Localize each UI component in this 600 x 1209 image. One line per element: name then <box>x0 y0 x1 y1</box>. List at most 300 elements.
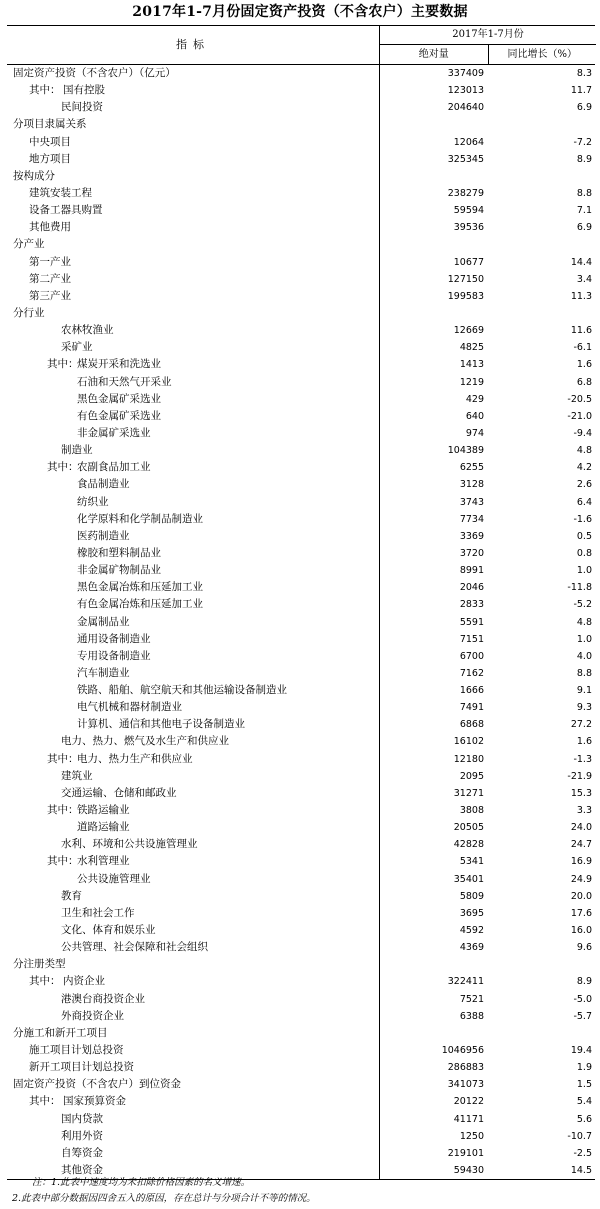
row-label: 化学原料和化学制品制造业 <box>77 512 203 525</box>
row-indicator <box>7 236 380 253</box>
row-prefix: 其中： <box>47 855 79 868</box>
table-row <box>7 905 595 922</box>
table-row <box>7 768 595 785</box>
row-growth: -7.2 <box>573 136 592 148</box>
row-label: 第二产业 <box>29 272 71 285</box>
row-label: 煤炭开采和洗选业 <box>77 358 161 371</box>
row-label: 水利管理业 <box>77 855 130 868</box>
table-row <box>7 665 595 682</box>
table-row <box>7 802 595 819</box>
row-absolute: 42828 <box>453 839 484 851</box>
row-growth: 3.4 <box>576 273 592 285</box>
row-growth: 24.9 <box>570 873 592 885</box>
row-label: 汽车制造业 <box>77 666 130 679</box>
row-indicator <box>7 1059 380 1076</box>
row-indicator <box>7 802 380 819</box>
row-label: 电气机械和器材制造业 <box>77 701 182 714</box>
row-growth: 14.5 <box>570 1165 592 1176</box>
row-prefix: 其中： <box>29 1095 61 1108</box>
table-row <box>7 716 595 733</box>
row-indicator <box>7 116 380 133</box>
row-absolute: 4592 <box>459 925 484 937</box>
row-indicator <box>7 374 380 391</box>
row-label: 电力、热力生产和供应业 <box>77 752 193 765</box>
table-row <box>7 733 595 750</box>
row-growth: 8.9 <box>576 976 592 988</box>
row-absolute: 1046956 <box>441 1045 484 1057</box>
row-indicator <box>7 511 380 528</box>
table-row <box>7 511 595 528</box>
row-indicator <box>7 1008 380 1025</box>
row-absolute: 6255 <box>459 462 484 474</box>
row-growth: 0.8 <box>576 547 592 559</box>
row-absolute: 286883 <box>447 1062 484 1074</box>
row-growth: 1.6 <box>576 736 592 748</box>
row-absolute: 3695 <box>459 907 484 919</box>
header-indicator: 指标 <box>176 38 210 51</box>
table-row <box>7 1128 595 1145</box>
row-growth: 9.3 <box>576 702 592 714</box>
row-absolute: 3808 <box>459 805 484 817</box>
row-absolute: 1250 <box>459 1130 484 1142</box>
table-row <box>7 853 595 870</box>
row-label: 黑色金属矿采选业 <box>77 392 161 405</box>
row-label: 医药制造业 <box>77 529 130 542</box>
row-growth: 6.9 <box>576 102 592 114</box>
row-label: 通用设备制造业 <box>77 632 151 645</box>
row-absolute: 429 <box>465 393 484 405</box>
row-indicator <box>7 579 380 596</box>
row-absolute: 337409 <box>447 68 484 79</box>
row-absolute: 41171 <box>453 1113 484 1125</box>
row-label: 教育 <box>61 889 82 902</box>
row-growth: 8.3 <box>576 68 592 79</box>
row-growth: 9.6 <box>576 942 592 954</box>
row-label: 分项目隶属关系 <box>13 118 87 131</box>
table-row <box>7 151 595 168</box>
table-row <box>7 476 595 493</box>
table-row <box>7 305 595 322</box>
row-indicator <box>7 1145 380 1162</box>
row-label: 中央项目 <box>29 135 71 148</box>
row-growth: -11.8 <box>567 582 592 594</box>
row-indicator <box>7 939 380 956</box>
table-row <box>7 596 595 613</box>
table-row <box>7 219 595 236</box>
row-indicator <box>7 905 380 922</box>
table-row <box>7 1008 595 1025</box>
row-label: 交通运输、仓储和邮政业 <box>61 786 177 799</box>
row-label: 制造业 <box>61 444 93 457</box>
row-absolute: 1413 <box>459 359 484 371</box>
row-indicator <box>7 1093 380 1110</box>
table-row <box>7 202 595 219</box>
header-growth: 同比增长（%） <box>488 45 597 64</box>
row-indicator <box>7 871 380 888</box>
table-row <box>7 991 595 1008</box>
row-absolute: 59594 <box>453 205 484 217</box>
table-row <box>7 1093 595 1110</box>
row-absolute: 10677 <box>453 256 484 268</box>
table-row <box>7 922 595 939</box>
row-growth: 6.8 <box>576 376 592 388</box>
row-label: 第三产业 <box>29 289 71 302</box>
page-title: 2017年1-7月份固定资产投资（不含农户）主要数据 <box>132 4 468 20</box>
header-absolute: 绝对量 <box>418 49 449 60</box>
row-absolute: 1666 <box>459 685 484 697</box>
row-growth: 2.6 <box>576 479 592 491</box>
row-growth: 4.2 <box>576 462 592 474</box>
row-label: 非金属矿采选业 <box>77 426 151 439</box>
row-indicator <box>7 733 380 750</box>
row-indicator <box>7 305 380 322</box>
table-row <box>7 579 595 596</box>
row-absolute: 2046 <box>459 582 484 594</box>
row-label: 卫生和社会工作 <box>61 906 135 919</box>
row-growth: 7.1 <box>576 205 592 217</box>
row-indicator <box>7 665 380 682</box>
row-absolute: 974 <box>465 427 484 439</box>
row-label: 分行业 <box>13 306 45 319</box>
row-indicator <box>7 202 380 219</box>
row-indicator <box>7 853 380 870</box>
row-label: 国有控股 <box>63 84 105 97</box>
row-growth: -6.1 <box>573 342 592 354</box>
row-label: 采矿业 <box>61 341 93 354</box>
row-prefix: 其中： <box>29 84 61 97</box>
row-growth: 11.7 <box>570 85 592 97</box>
row-growth: 8.8 <box>576 187 592 199</box>
table-row <box>7 168 595 185</box>
row-label: 石油和天然气开采业 <box>77 375 172 388</box>
row-absolute: 5591 <box>459 616 484 628</box>
table-row <box>7 1042 595 1059</box>
row-growth: 5.6 <box>576 1113 592 1125</box>
row-label: 道路运输业 <box>77 821 130 834</box>
row-absolute: 1219 <box>459 376 484 388</box>
row-label: 公共设施管理业 <box>77 872 151 885</box>
row-indicator <box>7 562 380 579</box>
row-growth: -5.7 <box>573 1010 592 1022</box>
row-label: 分注册类型 <box>13 958 66 971</box>
row-indicator <box>7 1025 380 1042</box>
row-indicator <box>7 151 380 168</box>
row-absolute: 3369 <box>459 530 484 542</box>
row-growth: 6.4 <box>576 496 592 508</box>
row-indicator <box>7 682 380 699</box>
row-absolute: 127150 <box>447 273 484 285</box>
row-growth: 4.0 <box>576 650 592 662</box>
row-indicator <box>7 82 380 99</box>
table-row <box>7 699 595 716</box>
table-row <box>7 356 595 373</box>
row-absolute: 640 <box>465 410 484 422</box>
row-label: 橡胶和塑料制品业 <box>77 546 161 559</box>
row-indicator <box>7 991 380 1008</box>
table-row <box>7 1145 595 1162</box>
row-label: 农副食品加工业 <box>77 461 151 474</box>
row-growth: 27.2 <box>570 719 592 731</box>
row-absolute: 6388 <box>459 1010 484 1022</box>
table-row <box>7 545 595 562</box>
row-absolute: 7521 <box>459 993 484 1005</box>
row-growth: -20.5 <box>567 393 592 405</box>
row-label: 自筹资金 <box>61 1146 103 1159</box>
row-absolute: 238279 <box>447 187 484 199</box>
row-absolute: 20505 <box>453 822 484 834</box>
table-row <box>7 494 595 511</box>
row-indicator <box>7 1076 380 1093</box>
row-indicator <box>7 134 380 151</box>
row-indicator <box>7 1111 380 1128</box>
row-indicator <box>7 545 380 562</box>
row-absolute: 35401 <box>453 873 484 885</box>
table-row <box>7 1076 595 1093</box>
row-label: 国家预算资金 <box>63 1095 126 1108</box>
row-indicator <box>7 168 380 185</box>
row-absolute: 39536 <box>453 222 484 234</box>
footnotes <box>12 1175 592 1207</box>
row-label: 外商投资企业 <box>61 1009 124 1022</box>
table-row <box>7 185 595 202</box>
table-row <box>7 819 595 836</box>
row-indicator <box>7 356 380 373</box>
row-indicator <box>7 288 380 305</box>
row-label: 分产业 <box>13 238 45 251</box>
row-indicator <box>7 185 380 202</box>
table-row <box>7 973 595 990</box>
row-absolute: 7734 <box>459 513 484 525</box>
row-growth: 16.0 <box>570 925 592 937</box>
row-absolute: 2095 <box>459 770 484 782</box>
row-growth: -1.3 <box>573 753 592 765</box>
row-label: 第一产业 <box>29 255 71 268</box>
row-absolute: 341073 <box>447 1079 484 1091</box>
table-row <box>7 648 595 665</box>
data-table <box>7 25 595 1180</box>
row-absolute: 12180 <box>453 753 484 765</box>
row-indicator <box>7 494 380 511</box>
row-indicator <box>7 785 380 802</box>
row-growth: 11.6 <box>570 325 592 337</box>
row-label: 专用设备制造业 <box>77 649 151 662</box>
row-label: 民间投资 <box>61 101 103 114</box>
row-prefix: 其中： <box>47 752 79 765</box>
row-indicator <box>7 819 380 836</box>
row-indicator <box>7 614 380 631</box>
row-absolute: 12064 <box>453 136 484 148</box>
row-label: 其他费用 <box>29 221 71 234</box>
row-growth: 1.6 <box>576 359 592 371</box>
row-indicator <box>7 459 380 476</box>
row-label: 其他资金 <box>61 1164 103 1176</box>
row-indicator <box>7 716 380 733</box>
row-growth: 8.9 <box>576 153 592 165</box>
row-label: 国内贷款 <box>61 1112 103 1125</box>
row-absolute: 6700 <box>459 650 484 662</box>
row-indicator <box>7 528 380 545</box>
table-row <box>7 888 595 905</box>
table-row <box>7 65 595 82</box>
row-indicator <box>7 888 380 905</box>
row-indicator <box>7 922 380 939</box>
row-absolute: 31271 <box>453 787 484 799</box>
row-growth: -21.9 <box>567 770 592 782</box>
row-indicator <box>7 391 380 408</box>
row-absolute: 2833 <box>459 599 484 611</box>
row-growth: -1.6 <box>573 513 592 525</box>
row-indicator <box>7 648 380 665</box>
row-label: 铁路、船舶、航空航天和其他运输设备制造业 <box>77 684 287 697</box>
row-absolute: 5341 <box>459 856 484 868</box>
row-label: 固定资产投资（不含农户）到位资金 <box>13 1078 181 1091</box>
row-absolute: 322411 <box>447 976 484 988</box>
row-label: 铁路运输业 <box>77 804 130 817</box>
row-label: 文化、体育和娱乐业 <box>61 924 156 937</box>
table-row <box>7 271 595 288</box>
row-absolute: 12669 <box>453 325 484 337</box>
footnote-2: 2.此表中部分数据因四舍五入的原因，存在总计与分项合计不等的情况。 <box>12 1193 316 1204</box>
table-row <box>7 425 595 442</box>
row-growth: 24.7 <box>570 839 592 851</box>
row-growth: 1.0 <box>576 633 592 645</box>
row-indicator <box>7 596 380 613</box>
row-absolute: 219101 <box>447 1147 484 1159</box>
row-growth: -2.5 <box>573 1147 592 1159</box>
table-row <box>7 871 595 888</box>
row-growth: 1.9 <box>576 1062 592 1074</box>
row-absolute: 3128 <box>459 479 484 491</box>
row-label: 电力、热力、燃气及水生产和供应业 <box>61 735 229 748</box>
row-label: 农林牧渔业 <box>61 324 114 337</box>
row-label: 设备工器具购置 <box>29 204 103 217</box>
table-row <box>7 1111 595 1128</box>
row-label: 金属制品业 <box>77 615 130 628</box>
row-label: 水利、环境和公共设施管理业 <box>61 838 198 851</box>
row-indicator <box>7 442 380 459</box>
row-absolute: 325345 <box>447 153 484 165</box>
row-growth: 17.6 <box>570 907 592 919</box>
row-indicator <box>7 751 380 768</box>
row-growth: 1.5 <box>576 1079 592 1091</box>
row-label: 食品制造业 <box>77 478 130 491</box>
footnote-1: 注：1.此表中速度均为未扣除价格因素的名义增速。 <box>32 1177 251 1188</box>
header-group <box>379 26 596 64</box>
row-indicator <box>7 836 380 853</box>
row-prefix: 其中： <box>29 975 61 988</box>
row-indicator <box>7 1042 380 1059</box>
row-absolute: 123013 <box>447 85 484 97</box>
row-label: 公共管理、社会保障和社会组织 <box>61 941 208 954</box>
row-label: 新开工项目计划总投资 <box>29 1061 134 1074</box>
row-label: 港澳台商投资企业 <box>61 992 145 1005</box>
row-growth: 11.3 <box>570 290 592 302</box>
row-label: 地方项目 <box>29 152 71 165</box>
table-row <box>7 1059 595 1076</box>
table-row <box>7 751 595 768</box>
row-growth: -10.7 <box>567 1130 592 1142</box>
row-label: 计算机、通信和其他电子设备制造业 <box>77 718 245 731</box>
table-row <box>7 116 595 133</box>
row-growth: 4.8 <box>576 616 592 628</box>
row-absolute: 4825 <box>459 342 484 354</box>
row-indicator <box>7 631 380 648</box>
row-growth: -21.0 <box>567 410 592 422</box>
table-row <box>7 134 595 151</box>
row-absolute: 199583 <box>447 290 484 302</box>
table-row <box>7 1025 595 1042</box>
row-growth: -5.2 <box>573 599 592 611</box>
row-indicator <box>7 339 380 356</box>
row-prefix: 其中： <box>47 358 79 371</box>
row-indicator <box>7 425 380 442</box>
row-label: 黑色金属冶炼和压延加工业 <box>77 581 203 594</box>
row-absolute: 20122 <box>453 1096 484 1108</box>
row-growth: 9.1 <box>576 685 592 697</box>
row-prefix: 其中： <box>47 804 79 817</box>
row-indicator <box>7 476 380 493</box>
header-subcolumns <box>380 45 596 64</box>
row-growth: 1.0 <box>576 565 592 577</box>
row-prefix: 其中： <box>47 461 79 474</box>
row-absolute: 6868 <box>459 719 484 731</box>
row-growth: 6.9 <box>576 222 592 234</box>
table-row <box>7 682 595 699</box>
row-label: 建筑安装工程 <box>29 186 92 199</box>
table-row <box>7 836 595 853</box>
row-absolute: 5809 <box>459 890 484 902</box>
table-row <box>7 614 595 631</box>
row-indicator <box>7 271 380 288</box>
table-row <box>7 391 595 408</box>
row-label: 非金属矿物制品业 <box>77 564 161 577</box>
row-absolute: 4369 <box>459 942 484 954</box>
table-row <box>7 99 595 116</box>
row-absolute: 3743 <box>459 496 484 508</box>
row-label: 按构成分 <box>13 169 55 182</box>
row-growth: 19.4 <box>570 1045 592 1057</box>
row-absolute: 7491 <box>459 702 484 714</box>
row-label: 分施工和新开工项目 <box>13 1026 108 1039</box>
table-header <box>7 26 595 65</box>
row-label: 内资企业 <box>63 975 105 988</box>
table-row <box>7 408 595 425</box>
row-label: 利用外资 <box>61 1129 103 1142</box>
row-growth: -5.0 <box>573 993 592 1005</box>
table-row <box>7 322 595 339</box>
row-absolute: 7151 <box>459 633 484 645</box>
table-row <box>7 339 595 356</box>
row-label: 有色金属矿采选业 <box>77 409 161 422</box>
row-growth: 15.3 <box>570 787 592 799</box>
row-indicator <box>7 219 380 236</box>
row-growth: 8.8 <box>576 667 592 679</box>
table-row <box>7 939 595 956</box>
table-row <box>7 236 595 253</box>
table-row <box>7 562 595 579</box>
row-indicator <box>7 65 380 82</box>
row-absolute: 8991 <box>459 565 484 577</box>
row-label: 建筑业 <box>61 769 93 782</box>
header-period: 2017年1-7月份 <box>380 26 596 45</box>
row-absolute: 7162 <box>459 667 484 679</box>
row-growth: -9.4 <box>573 427 592 439</box>
table-row <box>7 442 595 459</box>
row-growth: 5.4 <box>576 1096 592 1108</box>
table-row <box>7 374 595 391</box>
row-growth: 16.9 <box>570 856 592 868</box>
row-indicator <box>7 99 380 116</box>
